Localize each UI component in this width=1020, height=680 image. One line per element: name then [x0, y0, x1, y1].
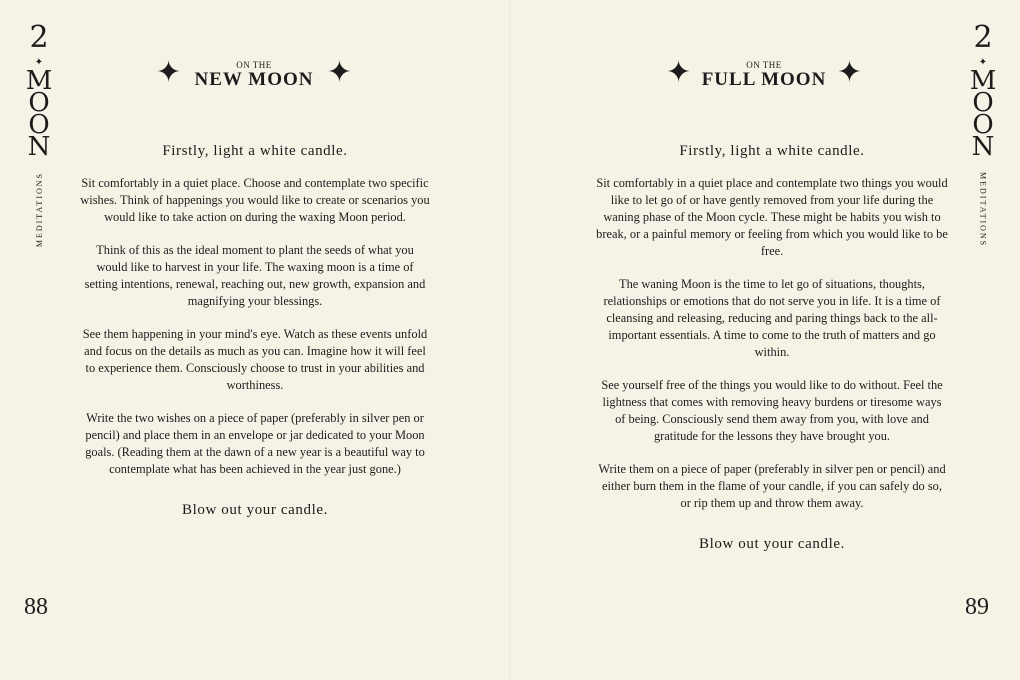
brand-logo [22, 66, 56, 162]
closing-instruction: Blow out your candle. [699, 536, 845, 552]
brand-diamond-icon: ✦ [978, 57, 988, 68]
brand-number: 2 [973, 20, 993, 55]
heading-title: FULL MOON [701, 69, 827, 90]
full-moon-heading [654, 56, 874, 91]
brand-diamond-icon: ✦ [34, 57, 44, 68]
section-label: MEDITATIONS [34, 172, 44, 248]
body-paragraph: See them happening in your mind's eye. Watch as these events unfold and focus on the details as much as you can. Imagine how it will feel to experience them. Consciously choose to trust in your abilities and worthiness. [82, 327, 428, 392]
page-number: 88 [24, 594, 48, 620]
body-paragraph: Think of this as the ideal moment to plant the seeds of what you would like to harvest in your life. The waxing moon is a time of setting intentions, renewal, reaching out, new growth, expansion and magnifying your blessings. [84, 243, 426, 308]
logo-letter: O [972, 88, 994, 118]
page-number: 89 [965, 594, 989, 620]
right-brand-mark [966, 22, 1000, 247]
logo-letter: O [972, 110, 994, 140]
logo-letter: M [969, 66, 997, 96]
logo-letter: M [25, 66, 53, 96]
new-moon-text [80, 143, 430, 519]
closing-instruction: Blow out your candle. [182, 502, 328, 518]
lead-instruction: Firstly, light a white candle. [162, 143, 348, 159]
body-paragraph: Sit comfortably in a quiet place. Choose and contemplate two specific wishes. Think of happenings you would like to create or scenarios you would like to take action on during the waxing Moon period. [80, 176, 430, 224]
logo-letter: O [28, 110, 50, 140]
body-paragraph: Write the two wishes on a piece of paper (preferably in silver pen or pencil) and place them in an envelope or jar dedicated to your Moon goals. (Reading them at the dawn of a new year is a beautiful way to contemplate what has been achieved in the year just gone.) [85, 411, 425, 476]
new-moon-heading [144, 56, 364, 91]
page-gutter [509, 0, 511, 680]
sparkle-icon: ✦ [666, 55, 692, 90]
heading-pretitle: ON THE [236, 60, 272, 70]
heading-title: NEW MOON [194, 69, 314, 90]
brand-number: 2 [29, 20, 49, 55]
full-moon-text [596, 143, 948, 553]
lead-instruction: Firstly, light a white candle. [679, 143, 865, 159]
body-paragraph: The waning Moon is the time to let go of situations, thoughts, relationships or emotions that do not serve you in life. It is a time of cleansing and releasing, reducing and paring things back to the all-important essentials. A time to come to the truth of matters and go within. [603, 277, 941, 359]
body-paragraph: See yourself free of the things you would like to do without. Feel the lightness that comes with removing heavy burdens or tiresome ways of being. Consciously send them away from you, with love and gratitude for the lessons they have brought you. [601, 378, 943, 443]
body-paragraph: Write them on a piece of paper (preferably in silver pen or pencil) and either burn them in the flame of your candle, if you can safely do so, or rip them up and throw them away. [598, 462, 946, 510]
left-brand-mark [22, 22, 56, 247]
sparkle-icon: ✦ [836, 55, 862, 90]
section-label: MEDITATIONS [978, 172, 988, 248]
logo-letter: O [28, 88, 50, 118]
logo-letter: N [971, 132, 995, 162]
sparkle-icon: ✦ [156, 55, 182, 90]
body-paragraph: Sit comfortably in a quiet place and contemplate two things you would like to let go of or have gently removed from your life during the waning phase of the Moon cycle. These might be habits you wish to break, or a painful memory or feeling from which you would like to be free. [596, 176, 948, 258]
heading-pretitle: ON THE [746, 60, 782, 70]
logo-letter: N [27, 132, 51, 162]
sparkle-icon: ✦ [326, 55, 352, 90]
brand-logo [966, 66, 1000, 162]
